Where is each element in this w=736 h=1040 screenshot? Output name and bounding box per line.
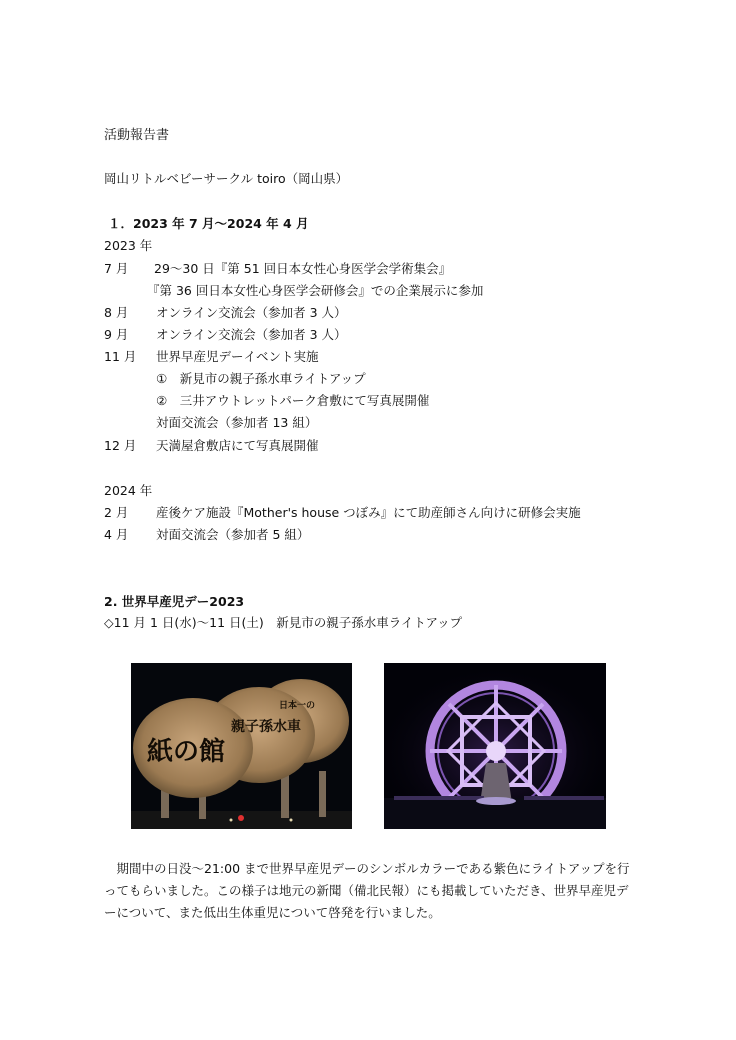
waterwheel-photo — [384, 663, 606, 829]
section2-heading: 2. 世界早産児デー2023 — [104, 594, 245, 609]
year-2024-label: 2024 年 — [104, 483, 153, 498]
entry-month: 2 月 — [104, 505, 129, 520]
entry-text: 天満屋倉敷店にて写真展開催 — [156, 438, 319, 453]
entry-text: 世界早産児デーイベント実施 — [156, 349, 319, 364]
organization-name: 岡山リトルベビーサークル toiro（岡山県） — [104, 171, 349, 186]
section2-subheading: ◇11 月 1 日(水)～11 日(土) 新見市の親子孫水車ライトアップ — [104, 615, 463, 630]
entry-month: 7 月 — [104, 261, 129, 276]
entry-text: 29～30 日『第 51 回日本女性心身医学会学術集会』 — [154, 261, 452, 276]
entry-text: オンライン交流会（参加者 3 人） — [156, 327, 347, 342]
wooden-sign-photo — [131, 663, 352, 829]
sign-text-top: 日本一の — [279, 701, 316, 711]
sign-text-main: 紙の館 — [147, 737, 226, 767]
description-paragraph: 期間中の日没～21:00 まで世界早産児デーのシンボルカラーである紫色にライトアップを行ってもらいました。この様子は地元の新聞（備北民報）にも掲載していただき、世界早産児デーについて、また低出生体重児について啓発を行いました。 — [104, 861, 630, 920]
entry-month: 4 月 — [104, 527, 129, 542]
entry-text: 対面交流会（参加者 5 組） — [156, 527, 310, 542]
sign-text-middle: 親子孫水車 — [231, 719, 301, 735]
waterwheel-illustration — [384, 663, 606, 829]
entry-month: 8 月 — [104, 305, 129, 320]
entry-text: ① 新見市の親子孫水車ライトアップ — [156, 371, 366, 386]
entry-text: オンライン交流会（参加者 3 人） — [156, 305, 347, 320]
entry-text: 産後ケア施設『Mother's house つぼみ』にて助産師さん向けに研修会実施 — [156, 505, 581, 520]
entry-month: 11 月 — [104, 349, 137, 364]
year-2023-label: 2023 年 — [104, 238, 153, 253]
entry-month: 12 月 — [104, 438, 137, 453]
section1-heading: １．2023 年 7 月～2024 年 4 月 — [108, 216, 309, 231]
entry-text: ② 三井アウトレットパーク倉敷にて写真展開催 — [156, 393, 430, 408]
document-title: 活動報告書 — [104, 128, 170, 143]
entry-month: 9 月 — [104, 327, 129, 342]
wooden-sign-illustration — [131, 663, 352, 829]
entry-text: 対面交流会（参加者 13 組） — [156, 415, 318, 430]
entry-text: 『第 36 回日本女性心身医学会研修会』での企業展示に参加 — [147, 283, 484, 298]
